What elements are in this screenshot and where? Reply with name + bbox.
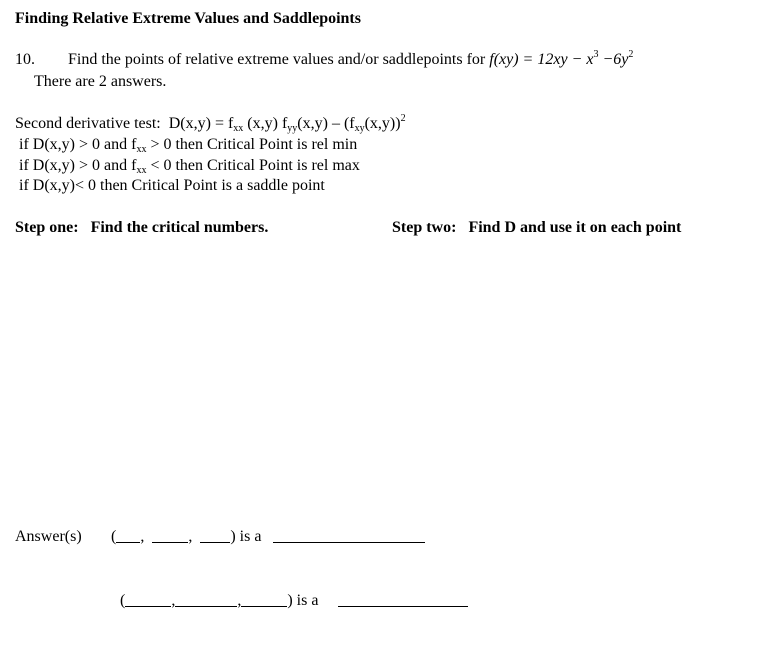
function-rhs-a: = 12xy − x — [518, 51, 594, 68]
sub-xx-max: xx — [136, 165, 147, 176]
problem-prompt: Find the points of relative extreme values and/or saddlepoints for — [68, 51, 490, 68]
answer-row-2 — [120, 592, 468, 610]
sub-xx: xx — [233, 123, 244, 134]
test-rule-min — [19, 136, 357, 154]
step-two-text: Find D and use it on each point — [468, 219, 682, 236]
sub-xy: xy — [354, 123, 365, 134]
answer-1-type-blank[interactable] — [273, 528, 425, 543]
answer-1-y-blank[interactable] — [152, 528, 188, 543]
answer-1-x-blank[interactable] — [116, 528, 140, 543]
step-two-label: Step two: — [392, 219, 457, 236]
answer-row-1 — [111, 528, 425, 546]
answer-2-type-blank[interactable] — [338, 592, 468, 607]
function-rhs-b: −6y — [598, 51, 629, 68]
comma: , — [237, 592, 242, 609]
step-one — [15, 219, 268, 237]
d-def-a: D(x,y) = f — [168, 115, 234, 132]
d-def-b: (x,y) f — [243, 115, 288, 132]
function-name: f — [489, 51, 494, 68]
function-args: (xy) — [493, 51, 519, 68]
rule-min-b: > 0 then Critical Point is rel min — [146, 136, 358, 153]
rule-max-a: if D(x,y) > 0 and f — [19, 157, 137, 174]
answer-1-z-blank[interactable] — [200, 528, 230, 543]
exponent-3: 3 — [593, 49, 599, 60]
answers-label: Answer(s) — [15, 528, 82, 545]
close-is-2: ) is a — [287, 592, 319, 609]
close-is: ) is a — [230, 528, 262, 545]
problem-number: 10. — [15, 51, 35, 68]
d-def-c: (x,y) – (f — [297, 115, 355, 132]
answer-2-x-blank[interactable] — [125, 592, 171, 607]
rule-min-a: if D(x,y) > 0 and f — [19, 136, 137, 153]
comma: , — [171, 592, 176, 609]
open-paren: ( — [111, 528, 117, 545]
second-derivative-test — [15, 115, 406, 133]
exponent-2: 2 — [628, 49, 634, 60]
answers-count: There are 2 answers. — [34, 73, 167, 90]
comma: , — [188, 528, 193, 545]
test-rule-max — [19, 157, 360, 175]
step-one-text: Find the critical numbers. — [90, 219, 269, 236]
comma: , — [140, 528, 145, 545]
step-two — [392, 219, 681, 237]
answer-2-y-blank[interactable] — [175, 592, 237, 607]
step-one-label: Step one: — [15, 219, 79, 236]
rule-max-b: < 0 then Critical Point is rel max — [146, 157, 360, 174]
test-label: Second derivative test: — [15, 115, 161, 132]
sub-xx-min: xx — [136, 144, 147, 155]
problem-text — [68, 51, 633, 69]
page-title: Finding Relative Extreme Values and Saddlepoints — [15, 10, 361, 27]
answer-2-z-blank[interactable] — [241, 592, 287, 607]
d-def-d: (x,y)) — [364, 115, 401, 132]
square-exponent: 2 — [400, 113, 406, 124]
open-paren: ( — [120, 592, 126, 609]
sub-yy: yy — [287, 123, 298, 134]
test-rule-saddle: if D(x,y)< 0 then Critical Point is a saddle point — [19, 177, 325, 194]
